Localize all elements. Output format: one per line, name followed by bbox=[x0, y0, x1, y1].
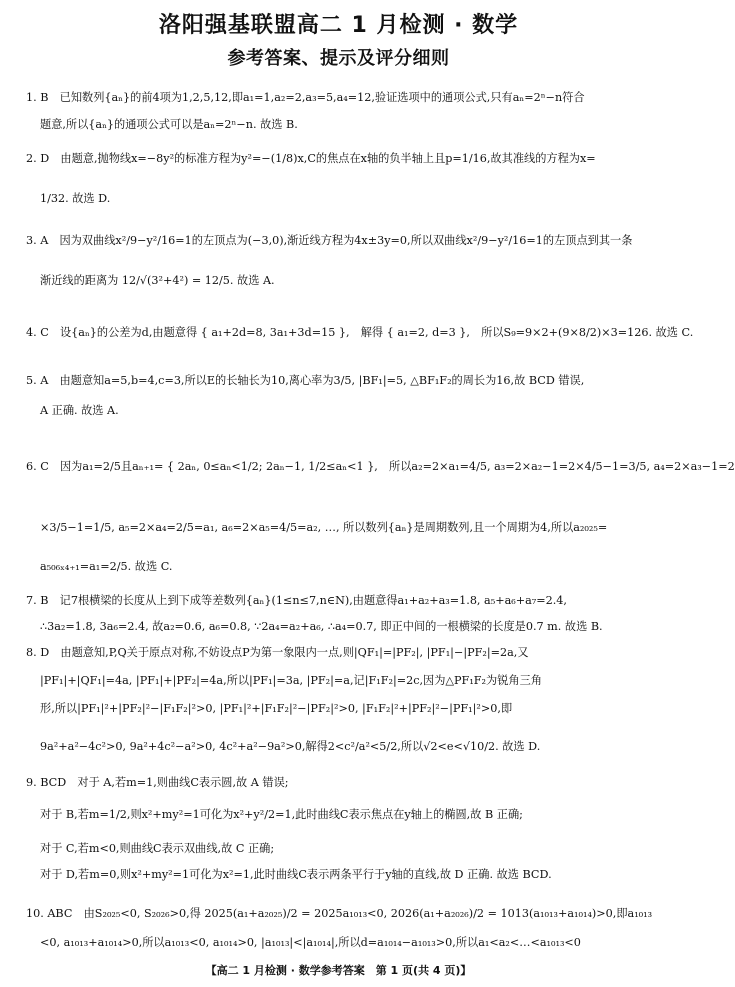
answer-line: 形,所以|PF₁|²+|PF₂|²−|F₁F₂|²>0, |PF₁|²+|F₁F₂|²−|PF₂|²>0, |F₁F₂|²+|PF₂|²−|PF₁|²>0,即 bbox=[40, 702, 513, 715]
answer-line: 10. ABC 由S₂₀₂₅<0, S₂₀₂₆>0,得 2025(a₁+a₂₀₂₅)/2 = 2025a₁₀₁₃<0, 2026(a₁+a₂₀₂₆)/2 = 1013(a₁₀₁₃+a₁₀₁₄)>0,即a₁₀₁₃ bbox=[26, 907, 653, 920]
answer-line: 3. A 因为双曲线x²/9−y²/16=1的左顶点为(−3,0),渐近线方程为4x±3y=0,所以双曲线x²/9−y²/16=1的左顶点到其一条 bbox=[26, 234, 633, 247]
answer-line: 9a²+a²−4c²>0, 9a²+4c²−a²>0, 4c²+a²−9a²>0,解得2<c²/a²<5/2,所以√2<e<√10/2. 故选 D. bbox=[40, 740, 541, 753]
answer-line: ∴3a₂=1.8, 3a₆=2.4, 故a₂=0.6, a₆=0.8, ∵2a₄=a₂+a₆, ∴a₄=0.7, 即正中间的一根横梁的长度是0.7 m. 故选 B. bbox=[40, 620, 603, 633]
answer-line: 9. BCD 对于 A,若m=1,则曲线C表示圆,故 A 错误; bbox=[26, 776, 289, 789]
answer-line: 2. D 由题意,抛物线x=−8y²的标准方程为y²=−(1/8)x,C的焦点在x轴的负半轴上且p=1/16,故其准线的方程为x= bbox=[26, 152, 596, 165]
answer-line: 1. B 已知数列{aₙ}的前4项为1,2,5,12,即a₁=1,a₂=2,a₃=5,a₄=12,验证选项中的通项公式,只有aₙ=2ⁿ−n符合 bbox=[26, 91, 585, 104]
answer-line: 对于 C,若m<0,则曲线C表示双曲线,故 C 正确; bbox=[40, 842, 275, 855]
answer-line: 7. B 记7根横梁的长度从上到下成等差数列{aₙ}(1≤n≤7,n∈N),由题意得a₁+a₂+a₃=1.8, a₅+a₆+a₇=2.4, bbox=[26, 594, 567, 607]
answer-line: a₅₀₆ₓ₄₊₁=a₁=2/5. 故选 C. bbox=[40, 560, 173, 573]
answer-line: 8. D 由题意知,P,Q关于原点对称,不妨设点P为第一象限内一点,则|QF₁|=|PF₂|, |PF₁|−|PF₂|=2a,又 bbox=[26, 646, 529, 659]
answer-line: 1/32. 故选 D. bbox=[40, 192, 111, 205]
answer-line: ×3/5−1=1/5, a₅=2×a₄=2/5=a₁, a₆=2×a₅=4/5=a₂, …, 所以数列{aₙ}是周期数列,且一个周期为4,所以a₂₀₂₅= bbox=[40, 521, 608, 534]
page-footer: 【高二 1 月检测 · 数学参考答案 第 1 页(共 4 页)】 bbox=[205, 964, 472, 977]
page-title: 洛阳强基联盟高二 1 月检测 · 数学 bbox=[158, 13, 519, 38]
answer-line: 5. A 由题意知a=5,b=4,c=3,所以E的长轴长为10,离心率为3/5, |BF₁|=5, △BF₁F₂的周长为16,故 BCD 错误, bbox=[26, 374, 585, 387]
answer-line: 4. C 设{aₙ}的公差为d,由题意得 { a₁+2d=8, 3a₁+3d=15 }, 解得 { a₁=2, d=3 }, 所以S₉=9×2+(9×8/2)×3=126. 故选 C. bbox=[26, 326, 694, 339]
answer-line: 渐近线的距离为 12/√(3²+4²) = 12/5. 故选 A. bbox=[40, 274, 275, 287]
answer-line: 6. C 因为a₁=2/5且aₙ₊₁= { 2aₙ, 0≤aₙ<1/2; 2aₙ−1, 1/2≤aₙ<1 }, 所以a₂=2×a₁=4/5, a₃=2×a₂−1=2×4/5−1=3/5, a₄=2×a₃−1=2 bbox=[26, 460, 735, 473]
answer-line: 对于 B,若m=1/2,则x²+my²=1可化为x²+y²/2=1,此时曲线C表示焦点在y轴上的椭圆,故 B 正确; bbox=[40, 808, 523, 821]
answer-line: 对于 D,若m=0,则x²+my²=1可化为x²=1,此时曲线C表示两条平行于y轴的直线,故 D 正确. 故选 BCD. bbox=[40, 868, 552, 881]
answer-line: A 正确. 故选 A. bbox=[40, 404, 119, 417]
answer-line: 题意,所以{aₙ}的通项公式可以是aₙ=2ⁿ−n. 故选 B. bbox=[40, 118, 298, 131]
answer-line: <0, a₁₀₁₃+a₁₀₁₄>0,所以a₁₀₁₃<0, a₁₀₁₄>0, |a₁₀₁₃|<|a₁₀₁₄|,所以d=a₁₀₁₄−a₁₀₁₃>0,所以a₁<a₂<…<a₁₀₁₃<0 bbox=[40, 936, 581, 949]
answer-line: |PF₁|+|QF₁|=4a, |PF₁|+|PF₂|=4a,所以|PF₁|=3a, |PF₂|=a,记|F₁F₂|=2c,因为△PF₁F₂为锐角三角 bbox=[40, 674, 542, 687]
page-subtitle: 参考答案、提示及评分细则 bbox=[227, 48, 450, 69]
